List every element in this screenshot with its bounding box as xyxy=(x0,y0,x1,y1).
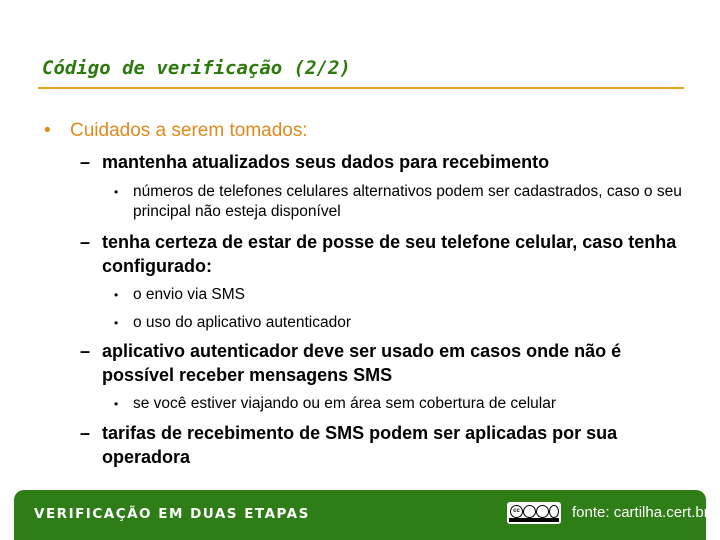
sub-list-item-text: o uso do aplicativo autenticador xyxy=(133,314,352,331)
sub-list-item-text: o envio via SMS xyxy=(133,286,245,303)
sub-list-item-text: números de telefones celulares alternativos podem ser cadastrados, caso o seu principal não esteja disponível xyxy=(133,183,682,220)
sub-list-item xyxy=(114,394,693,414)
footer-bar xyxy=(14,490,709,540)
list-item xyxy=(80,230,682,278)
list-item-text: tarifas de recebimento de SMS podem ser aplicadas por sua operadora xyxy=(102,423,618,467)
list-item-text: tenha certeza de estar de posse de seu telefone celular, caso tenha configurado: xyxy=(102,232,677,276)
list-item xyxy=(80,421,682,469)
by-icon xyxy=(523,505,536,518)
dash-marker: – xyxy=(80,341,91,361)
footer-source: fonte: cartilha.cert.br xyxy=(572,504,709,521)
list-item-text: mantenha atualizados seus dados para recebimento xyxy=(102,152,550,172)
title-divider xyxy=(38,87,684,89)
level1-text: Cuidados a serem tomados: xyxy=(70,120,308,141)
list-item xyxy=(80,339,682,387)
dash-marker: – xyxy=(80,152,91,172)
sa-icon xyxy=(549,505,559,518)
sub-list-item xyxy=(114,182,693,222)
sub-list-item xyxy=(114,285,693,305)
license-strip xyxy=(509,518,559,522)
sub-list-item xyxy=(114,313,693,333)
sub-list-item-text: se você estiver viajando ou em área sem cobertura de celular xyxy=(133,395,557,412)
bullet-marker: • xyxy=(44,120,51,141)
cc-icon: cc xyxy=(510,505,523,518)
level1-item xyxy=(44,120,308,142)
sub-bullet-marker: • xyxy=(114,288,119,302)
sub-bullet-marker: • xyxy=(114,397,119,411)
sub-bullet-marker: • xyxy=(114,316,119,330)
cc-license-icon xyxy=(507,502,561,524)
slide-title: Código de verificação (2/2) xyxy=(42,57,351,79)
footer-title: VERIFICAÇÃO EM DUAS ETAPAS xyxy=(34,506,310,522)
dash-marker: – xyxy=(80,423,91,443)
list-item xyxy=(80,150,682,174)
sub-bullet-marker: • xyxy=(114,185,119,199)
nc-icon xyxy=(536,505,549,518)
dash-marker: – xyxy=(80,232,91,252)
list-item-text: aplicativo autenticador deve ser usado em casos onde não é possível receber mensagens SMS xyxy=(102,341,622,385)
